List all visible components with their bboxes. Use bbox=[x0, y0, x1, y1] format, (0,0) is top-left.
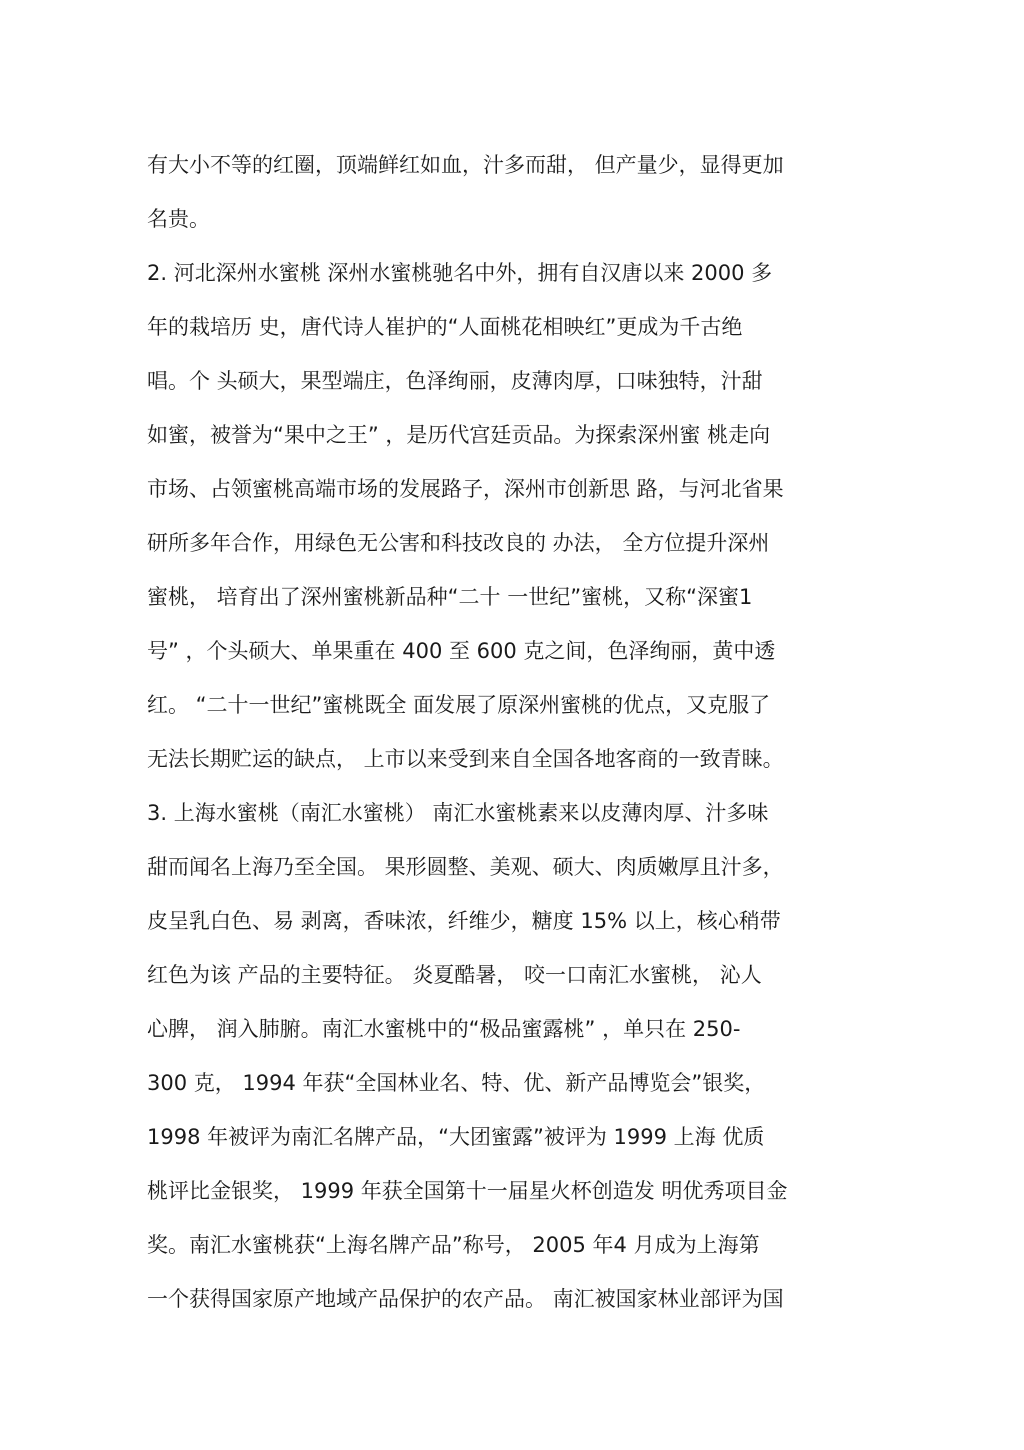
text-line-1: 有大小不等的红圈，顶端鲜红如血，汁多而甜， 但产量少，显得更加 bbox=[147, 153, 784, 177]
text-line-21: 奖。南汇水蜜桃获“上海名牌产品”称号， 2005 年4 月成为上海第 bbox=[147, 1233, 760, 1257]
text-line-12: 无法长期贮运的缺点， 上市以来受到来自全国各地客商的一致青睐。 bbox=[147, 747, 784, 771]
text-line-11: 红。 “二十一世纪”蜜桃既全 面发展了原深州蜜桃的优点，又克服了 bbox=[147, 693, 771, 717]
text-line-4: 年的栽培历 史，唐代诗人崔护的“人面桃花相映红”更成为千古绝 bbox=[147, 315, 743, 339]
text-line-20: 桃评比金银奖， 1999 年获全国第十一届星火杯创造发 明优秀项目金 bbox=[147, 1179, 788, 1203]
text-line-17: 心脾， 润入肺腑。南汇水蜜桃中的“极品蜜露桃” ，单只在 250- bbox=[147, 1017, 741, 1041]
text-line-10: 号” ，个头硕大、单果重在 400 至 600 克之间，色泽绚丽，黄中透 bbox=[147, 639, 776, 663]
text-line-3: 2. 河北深州水蜜桃 深州水蜜桃驰名中外，拥有自汉唐以来 2000 多 bbox=[147, 261, 773, 285]
text-line-8: 研所多年合作，用绿色无公害和科技改良的 办法， 全方位提升深州 bbox=[147, 531, 770, 555]
text-line-16: 红色为该 产品的主要特征。 炎夏酷暑， 咬一口南汇水蜜桃， 沁人 bbox=[147, 963, 762, 987]
text-line-22: 一个获得国家原产地域产品保护的农产品。 南汇被国家林业部评为国 bbox=[147, 1287, 784, 1311]
text-line-14: 甜而闻名上海乃至全国。 果形圆整、美观、硕大、肉质嫩厚且汁多， bbox=[147, 855, 784, 879]
text-line-5: 唱。个 头硕大，果型端庄，色泽绚丽，皮薄肉厚，口味独特，汁甜 bbox=[147, 369, 763, 393]
text-line-15: 皮呈乳白色、易 剥离，香味浓，纤维少，糖度 15% 以上，核心稍带 bbox=[147, 909, 781, 933]
text-line-18: 300 克， 1994 年获“全国林业名、特、优、新产品博览会”银奖， bbox=[147, 1071, 766, 1095]
text-line-9: 蜜桃， 培育出了深州蜜桃新品种“二十 一世纪”蜜桃，又称“深蜜1 bbox=[147, 585, 753, 609]
text-line-2: 名贵。 bbox=[147, 207, 210, 231]
text-line-13: 3. 上海水蜜桃（南汇水蜜桃） 南汇水蜜桃素来以皮薄肉厚、汁多味 bbox=[147, 801, 769, 825]
text-line-6: 如蜜，被誉为“果中之王” ，是历代宫廷贡品。为探索深州蜜 桃走向 bbox=[147, 423, 771, 447]
text-line-19: 1998 年被评为南汇名牌产品，“大团蜜露”被评为 1999 上海 优质 bbox=[147, 1125, 765, 1149]
text-line-7: 市场、占领蜜桃高端市场的发展路子，深州市创新思 路，与河北省果 bbox=[147, 477, 784, 501]
body-text bbox=[147, 138, 877, 1326]
